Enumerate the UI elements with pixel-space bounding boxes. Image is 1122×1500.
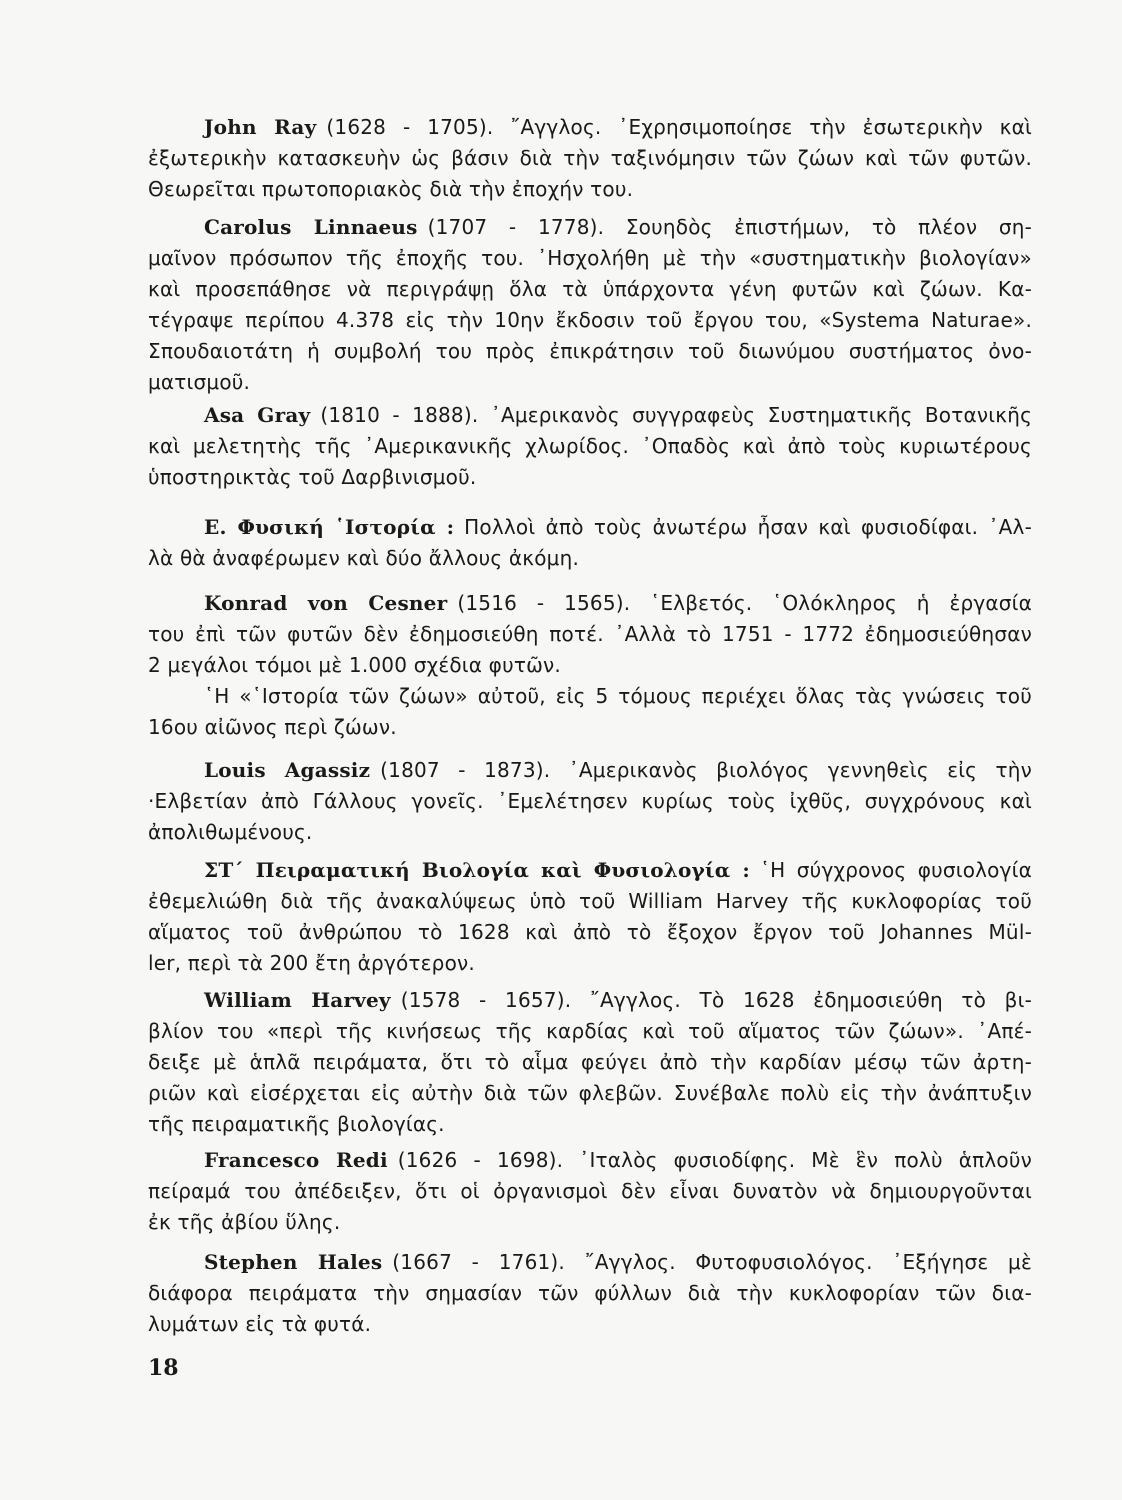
line-text: (1628 - 1705). ῎Αγγλος. ᾿Εχρησιμοποίησε τὴν ἐσωτερικὴν καὶ xyxy=(326,115,1032,139)
line-text: δειξε μὲ ἁπλᾶ πειράματα, ὅτι τὸ αἷμα φεύγει ἀπὸ τὴν καρδίαν μέσῳ τῶν ἀρτη- xyxy=(148,1050,1032,1074)
text-line xyxy=(148,1247,1032,1278)
text-line xyxy=(148,855,1032,886)
line-text: πείραμά του ἀπέδειξεν, ὅτι οἱ ὀργανισμοὶ δὲν εἶναι δυνατὸν νὰ δημιουργοῦνται xyxy=(148,1179,1032,1203)
text-line xyxy=(148,1109,1032,1140)
line-text: καὶ μελετητὴς τῆς ᾿Αμερικανικῆς χλωρίδος. ᾿Οπαδὸς καὶ ἀπὸ τοὺς κυριωτέρους xyxy=(148,434,1032,458)
entry-heading: Stephen Hales xyxy=(204,1250,383,1274)
line-text: (1578 - 1657). ῎Αγγλος. Τὸ 1628 ἐδημοσιεύθη τὸ βι- xyxy=(400,988,1033,1012)
text-line xyxy=(148,619,1032,650)
text-line xyxy=(148,886,1032,917)
text-line xyxy=(148,212,1032,243)
text-line xyxy=(148,367,1032,398)
text-line xyxy=(148,243,1032,274)
line-text: ἐθεμελιώθη διὰ τῆς ἀνακαλύψεως ὑπὸ τοῦ William Harvey τῆς κυκλοφορίας τοῦ xyxy=(148,889,1032,913)
entry-heading: Louis Agassiz xyxy=(204,758,371,782)
text-line xyxy=(148,274,1032,305)
line-text: ler, περὶ τὰ 200 ἔτη ἀργότερον. xyxy=(148,951,475,975)
text-line xyxy=(148,1176,1032,1207)
text-line xyxy=(148,462,1032,493)
text-line xyxy=(148,431,1032,462)
line-text: λυμάτων εἰς τὰ φυτά. xyxy=(148,1312,372,1336)
biography-paragraph xyxy=(148,212,1032,398)
line-text: τῆς πειραματικῆς βιολογίας. xyxy=(148,1112,445,1136)
line-text: ·Ελβετίαν ἀπὸ Γάλλους γονεῖς. ᾿Εμελέτησεν κυρίως τοὺς ἰχθῦς, συγχρόνους καὶ xyxy=(148,789,1032,813)
line-text: μαῖνον πρόσωπον τῆς ἐποχῆς του. ᾿Ησχολήθη μὲ τὴν «συστηματικὴν βιολογίαν» xyxy=(148,246,1032,270)
text-line xyxy=(148,143,1032,174)
line-text: (1707 - 1778). Σουηδὸς ἐπιστήμων, τὸ πλέον ση- xyxy=(427,215,1032,239)
line-text: Θεωρεῖται πρωτοποριακὸς διὰ τὴν ἐποχήν του. xyxy=(148,177,634,201)
text-line xyxy=(148,948,1032,979)
text-line xyxy=(148,1309,1032,1340)
biography-paragraph xyxy=(148,1145,1032,1238)
text-line xyxy=(148,112,1032,143)
text-line xyxy=(148,174,1032,205)
line-text: 16ου αἰῶνος περὶ ζώων. xyxy=(148,715,397,739)
text-line xyxy=(148,512,1032,543)
page-number: 18 xyxy=(148,1355,179,1381)
text-line xyxy=(148,588,1032,619)
text-line xyxy=(148,543,1032,574)
text-line xyxy=(148,1207,1032,1238)
text-line xyxy=(148,755,1032,786)
line-text: καὶ προσεπάθησε νὰ περιγράψῃ ὅλα τὰ ὑπάρχοντα γένη φυτῶν καὶ ζώων. Κα- xyxy=(148,277,1032,301)
line-text: 2 μεγάλοι τόμοι μὲ 1.000 σχέδια φυτῶν. xyxy=(148,653,561,677)
biography-paragraph xyxy=(148,588,1032,743)
biography-paragraph xyxy=(148,985,1032,1140)
line-text: τέγραψε περίπου 4.378 εἰς τὴν 10ην ἔκδοσιν τοῦ ἔργου του, «Systema Naturae». xyxy=(148,308,1032,332)
text-line xyxy=(148,917,1032,948)
text-line xyxy=(148,1047,1032,1078)
biography-paragraph xyxy=(148,855,1032,979)
entry-heading: Konrad von Cesner xyxy=(204,591,448,615)
line-text: (1626 - 1698). ᾿Ιταλὸς φυσιοδίφης. Μὲ ἓν πολὺ ἁπλοῦν xyxy=(397,1148,1032,1172)
text-line xyxy=(148,817,1032,848)
biography-paragraph xyxy=(148,400,1032,493)
line-text: (1807 - 1873). ᾿Αμερικανὸς βιολόγος γεννηθεὶς εἰς τὴν xyxy=(380,758,1032,782)
line-text: ῾Η σύγχρονος φυσιολογία xyxy=(759,858,1033,882)
text-line xyxy=(148,650,1032,681)
biography-paragraph xyxy=(148,1247,1032,1340)
entry-heading: ΣΤ΄ Πειραματική Βιολογία καὶ Φυσιολογία : xyxy=(204,858,750,882)
text-line xyxy=(148,336,1032,367)
text-line xyxy=(148,1016,1032,1047)
line-text: αἵματος τοῦ ἀνθρώπου τὸ 1628 καὶ ἀπὸ τὸ ἔξοχον ἔργον τοῦ Johannes Mül- xyxy=(148,920,1032,944)
line-text: διάφορα πειράματα τὴν σημασίαν τῶν φύλλων διὰ τὴν κυκλοφορίαν τῶν δια- xyxy=(148,1281,1032,1305)
biography-paragraph xyxy=(148,755,1032,848)
text-line xyxy=(148,786,1032,817)
line-text: ἀπολιθωμένους. xyxy=(148,820,313,844)
line-text: Σπουδαιοτάτη ἡ συμβολή του πρὸς ἐπικράτησιν τοῦ διωνύμου συστήματος ὀνο- xyxy=(148,339,1032,363)
text-line xyxy=(148,1145,1032,1176)
entry-heading: Ε. Φυσική ῾Ιστορία : xyxy=(204,515,455,539)
line-text: λὰ θὰ ἀναφέρωμεν καὶ δύο ἄλλους ἀκόμη. xyxy=(148,546,580,570)
line-text: (1516 - 1565). ῾Ελβετός. ῾Ολόκληρος ἡ ἐργασία xyxy=(457,591,1032,615)
entry-heading: Francesco Redi xyxy=(204,1148,388,1172)
line-text: ὑποστηρικτὰς τοῦ Δαρβινισμοῦ. xyxy=(148,465,477,489)
line-text: του ἐπὶ τῶν φυτῶν δὲν ἐδημοσιεύθη ποτέ. ᾿Αλλὰ τὸ 1751 - 1772 ἐδημοσιεύθησαν xyxy=(148,622,1032,646)
text-line xyxy=(148,1278,1032,1309)
line-text: ἐκ τῆς ἀβίου ὕλης. xyxy=(148,1210,341,1234)
text-line xyxy=(148,305,1032,336)
line-text: Πολλοὶ ἀπὸ τοὺς ἀνωτέρω ἦσαν καὶ φυσιοδίφαι. ᾿Αλ- xyxy=(464,515,1032,539)
line-text: (1810 - 1888). ᾿Αμερικανὸς συγγραφεὺς Συστηματικῆς Βοτανικῆς xyxy=(320,403,1033,427)
entry-heading: John Ray xyxy=(204,115,317,139)
line-text: (1667 - 1761). ῎Αγγλος. Φυτοφυσιολόγος. ᾿Εξήγησε μὲ xyxy=(392,1250,1032,1274)
text-line xyxy=(148,712,1032,743)
line-text: ριῶν καὶ εἰσέρχεται εἰς αὐτὴν διὰ τῶν φλεβῶν. Συνέβαλε πολὺ εἰς τὴν ἀνάπτυξιν xyxy=(148,1081,1032,1105)
entry-heading: William Harvey xyxy=(204,988,391,1012)
text-line xyxy=(148,400,1032,431)
biography-paragraph xyxy=(148,512,1032,574)
entry-heading: Asa Gray xyxy=(204,403,311,427)
line-text: ἐξωτερικὴν κατασκευὴν ὡς βάσιν διὰ τὴν ταξινόμησιν τῶν ζώων καὶ τῶν φυτῶν. xyxy=(148,146,1032,170)
line-text: ῾Η «῾Ιστορία τῶν ζώων» αὐτοῦ, εἰς 5 τόμους περιέχει ὅλας τὰς γνώσεις τοῦ xyxy=(204,684,1032,708)
text-line xyxy=(148,985,1032,1016)
text-line xyxy=(148,681,1032,712)
text-line xyxy=(148,1078,1032,1109)
line-text: ματισμοῦ. xyxy=(148,370,251,394)
biography-paragraph xyxy=(148,112,1032,205)
line-text: βλίον του «περὶ τῆς κινήσεως τῆς καρδίας καὶ τοῦ αἵματος τῶν ζώων». ᾿Απέ- xyxy=(148,1019,1032,1043)
entry-heading: Carolus Linnaeus xyxy=(204,215,418,239)
